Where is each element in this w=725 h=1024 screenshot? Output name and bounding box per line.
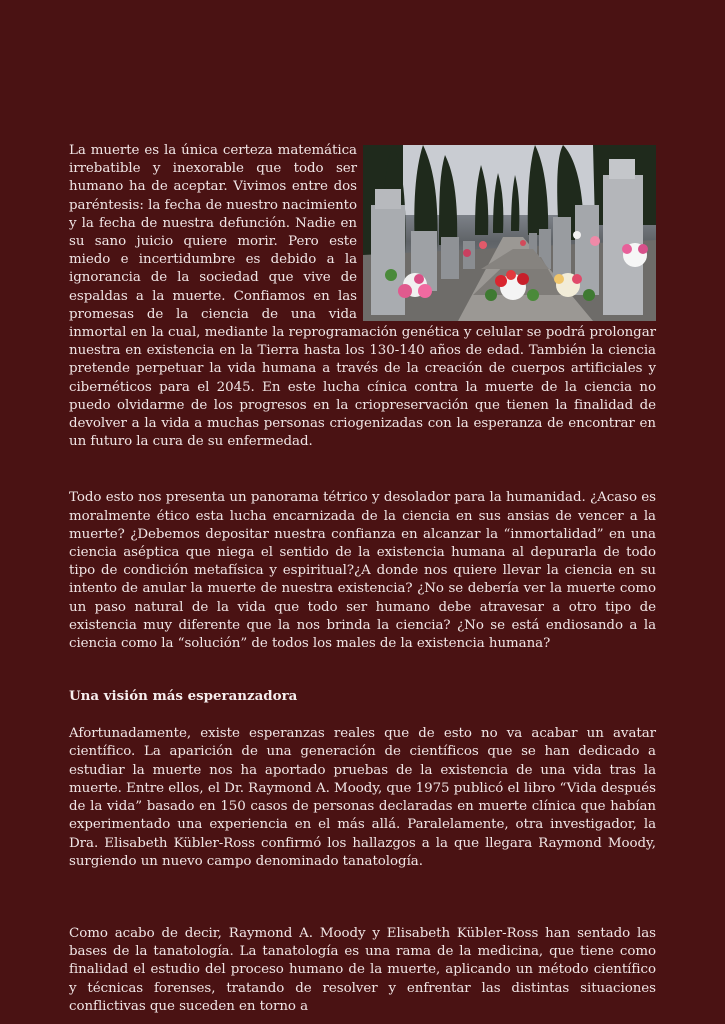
cemetery-illustration xyxy=(363,145,656,321)
paragraph-intro-text: La muerte es la única certeza matemática irrebatible y inexorable que todo ser humano ha de aceptar. Vivimos entre dos paréntesis: la fecha de nuestro nacimiento y la fecha de nuestra defunción. Nadie en su sano juicio quiere morir. Pero este miedo e incertidumbre es debido a la ignorancia de la sociedad que vive de espaldas a la muerte. Confiamos en las promesas de la ciencia de una vida inmortal en la cual, mediante la reprogramación genética y celular se podrá prolongar nuestra en existencia en la Tierra hasta los 130-140 años de edad. También la ciencia pretende perpetuar la vida humana a través de la creación de cuerpos artificiales y cibernéticos para el 2045. En este lucha cínica contra la muerte de la ciencia no puedo olvidarme de los progresos en la criopreservación que tienen la finalidad de devolver a la vida a muchas personas criogenizadas con la esperanza de encontrar en un futuro la cura de su enfermedad. xyxy=(69,143,656,450)
section-heading: Una visión más esperanzadora xyxy=(69,688,298,705)
paragraph-questions: Todo esto nos presenta un panorama tétrico y desolador para la humanidad. ¿Acaso es moralmente ético esta lucha encarnizada de la ciencia en sus ansias de vencer a la muerte? ¿Debemos depositar nuestra confianza en alcanzar la “inmortalidad” en una ciencia aséptica que niega el sentido de la existencia humana al depurarla de todo tipo de condición metafísica y espiritual?¿A donde nos quiere llevar la ciencia en su intento de anular la muerte de nuestra existencia? ¿No se debería ver la muerte como un paso natural de la vida que todo ser humano debe atravesar a otro tipo de existencia muy diferente que la nos brinda la ciencia? ¿No se está endiosando a la ciencia como la “solución” de todos los males de la existencia humana? xyxy=(69,490,656,652)
cemetery-photo xyxy=(363,145,656,321)
paragraph-intro xyxy=(69,142,656,451)
paragraph-tanatologia: Como acabo de decir, Raymond A. Moody y Elisabeth Kübler-Ross han sentado las bases de la tanatología. La tanatología es una rama de la medicina, que tiene como finalidad el estudio del proceso humano de la muerte, aplicando un método científico y técnicas forenses, tratando de resolver y enfrentar las distintas situaciones conflictivas que suceden en torno a xyxy=(69,925,656,1014)
paragraph-hope: Afortunadamente, existe esperanzas reales que de esto no va acabar un avatar científico. La aparición de una generación de científicos que se han dedicado a estudiar la muerte nos ha aportado pruebas de la existencia de una vida tras la muerte. Entre ellos, el Dr. Raymond A. Moody, que 1975 publicó el libro “Vida después de la vida” basado en 150 casos de personas declaradas en muerte clínica que habían experimentado una experiencia en el más allá. Paralelamente, otra investigador, la Dra. Elisabeth Kübler-Ross confirmó los hallazgos a la que llegara Raymond Moody, surgiendo un nuevo campo denominado tanatología. xyxy=(69,726,656,869)
